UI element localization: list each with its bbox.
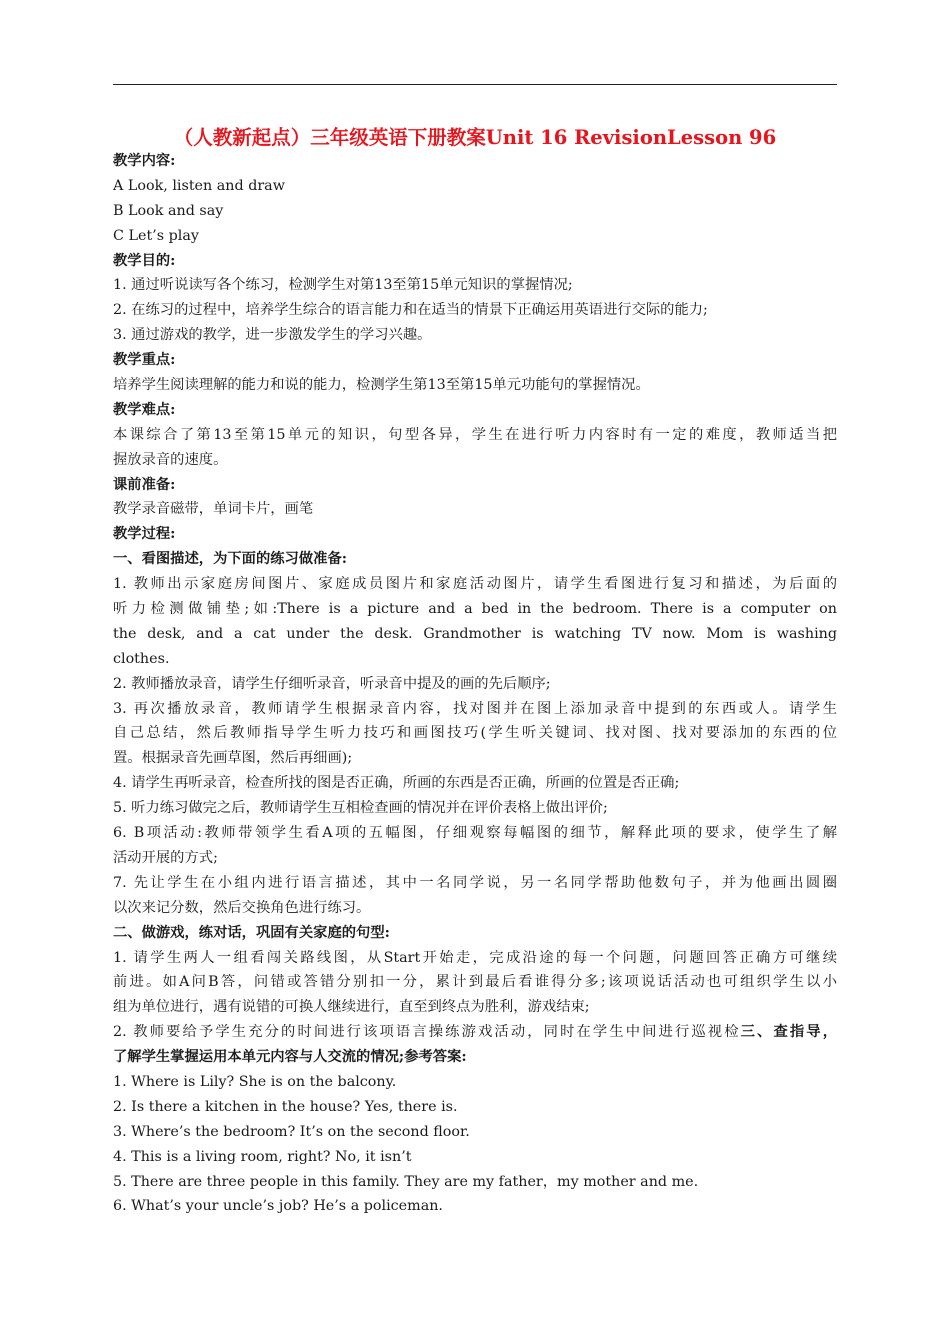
content-item: A Look, listen and draw (113, 177, 285, 194)
section-heading: 了解学生掌握运用本单元内容与人交流的情况;参考答案: (113, 1049, 467, 1066)
paragraph-line: 5. 听力练习做完之后，教师请学生互相检查画的情况并在评价表格上做出评价; (113, 800, 608, 817)
paragraph-text: 2. 教师要给予学生充分的时间进行该项语言操练游戏活动，同时在学生中间进行巡视检 (113, 1024, 741, 1041)
section-heading-inline: 三、查指导， (740, 1024, 837, 1041)
heading-content: 教学内容: (113, 153, 176, 169)
paragraph-line: 3. 再次播放录音，教师请学生根据录音内容，找对图并在图上添加录音中提到的东西或人。请学生 (113, 700, 837, 717)
paragraph-line: 6. B项活动:教师带领学生看A项的五幅图，仔细观察每幅图的细节，解释此项的要求，使学生了解 (113, 825, 837, 842)
paragraph-line: 以次来记分数，然后交换角色进行练习。 (113, 899, 371, 916)
page-title: （人教新起点）三年级英语下册教案Unit 16 RevisionLesson 96 (173, 126, 777, 149)
answer-item: 4. This is a living room, right? No, it isn’t (113, 1148, 412, 1165)
header-rule (113, 84, 837, 85)
paragraph-line: 1. 请学生两人一组看闯关路线图，从Start开始走，完成沿途的每一个问题，问题回答正确方可继续 (113, 949, 837, 966)
difficulty-text: 本课综合了第13至第15单元的知识，句型各异，学生在进行听力内容时有一定的难度，教师适当把 (113, 426, 837, 443)
heading-difficulty: 教学难点: (113, 401, 176, 418)
section-heading: 一、看图描述，为下面的练习做准备: (113, 551, 348, 568)
paragraph-line: clothes. (113, 650, 170, 667)
goal-item: 1. 通过听说读写各个练习，检测学生对第13至第15单元知识的掌握情况; (113, 277, 573, 294)
answer-item: 6. What’s your uncle’s job? He’s a policeman. (113, 1198, 443, 1215)
answer-item: 3. Where’s the bedroom? It’s on the second floor. (113, 1123, 470, 1140)
section-heading: 二、做游戏，练对话，巩固有关家庭的句型: (113, 924, 390, 941)
paragraph-line: 听力检测做铺垫;如:There is a picture and a bed in the bedroom. There is a computer on (113, 601, 837, 618)
paragraph-line: 活动开展的方式; (113, 849, 218, 866)
heading-prep: 课前准备: (113, 476, 176, 493)
paragraph-line: 2. 教师播放录音，请学生仔细听录音，听录音中提及的画的先后顺序; (113, 675, 551, 692)
heading-process: 教学过程: (113, 526, 176, 543)
goal-item: 2. 在练习的过程中，培养学生综合的语言能力和在适当的情景下正确运用英语进行交际的能力; (113, 302, 708, 319)
key-text: 培养学生阅读理解的能力和说的能力，检测学生第13至第15单元功能句的掌握情况。 (113, 377, 650, 394)
difficulty-text: 握放录音的速度。 (113, 451, 228, 468)
paragraph-line: 1. 教师出示家庭房间图片、家庭成员图片和家庭活动图片，请学生看图进行复习和描述，为后面的 (113, 576, 837, 593)
paragraph-line: 自己总结，然后教师指导学生听力技巧和画图技巧(学生听关键词、找对图、找对要添加的东西的位 (113, 725, 837, 742)
answer-item: 2. Is there a kitchen in the house? Yes, there is. (113, 1098, 458, 1115)
document-body (113, 149, 837, 1219)
paragraph-line (113, 1020, 837, 1045)
paragraph-line: 组为单位进行，遇有说错的可换人继续进行，直至到终点为胜利，游戏结束; (113, 999, 590, 1016)
answer-item: 1. Where is Lily? She is on the balcony. (113, 1073, 397, 1090)
paragraph-line: the desk, and a cat under the desk. Grandmother is watching TV now. Mom is washing (113, 625, 837, 642)
content-item: B Look and say (113, 202, 224, 219)
paragraph-line: 前进。如A问B答，问错或答错分别扣一分，累计到最后看谁得分多;该项说话活动也可组织学生以小 (113, 974, 837, 991)
prep-text: 教学录音磁带，单词卡片，画笔 (113, 501, 314, 518)
paragraph-line: 4. 请学生再听录音，检查所找的图是否正确，所画的东西是否正确，所画的位置是否正确; (113, 775, 680, 792)
paragraph-line: 7. 先让学生在小组内进行语言描述，其中一名同学说，另一名同学帮助他数句子，并为他画出圆圈 (113, 874, 837, 891)
heading-key: 教学重点: (113, 352, 176, 369)
content-item: C Let’s play (113, 227, 199, 244)
goal-item: 3. 通过游戏的教学，进一步激发学生的学习兴趣。 (113, 327, 432, 344)
paragraph-line: 置。根据录音先画草图，然后再细画); (113, 750, 353, 767)
answer-item: 5. There are three people in this family. They are my father，my mother and me. (113, 1173, 699, 1190)
heading-goal: 教学目的: (113, 252, 176, 269)
